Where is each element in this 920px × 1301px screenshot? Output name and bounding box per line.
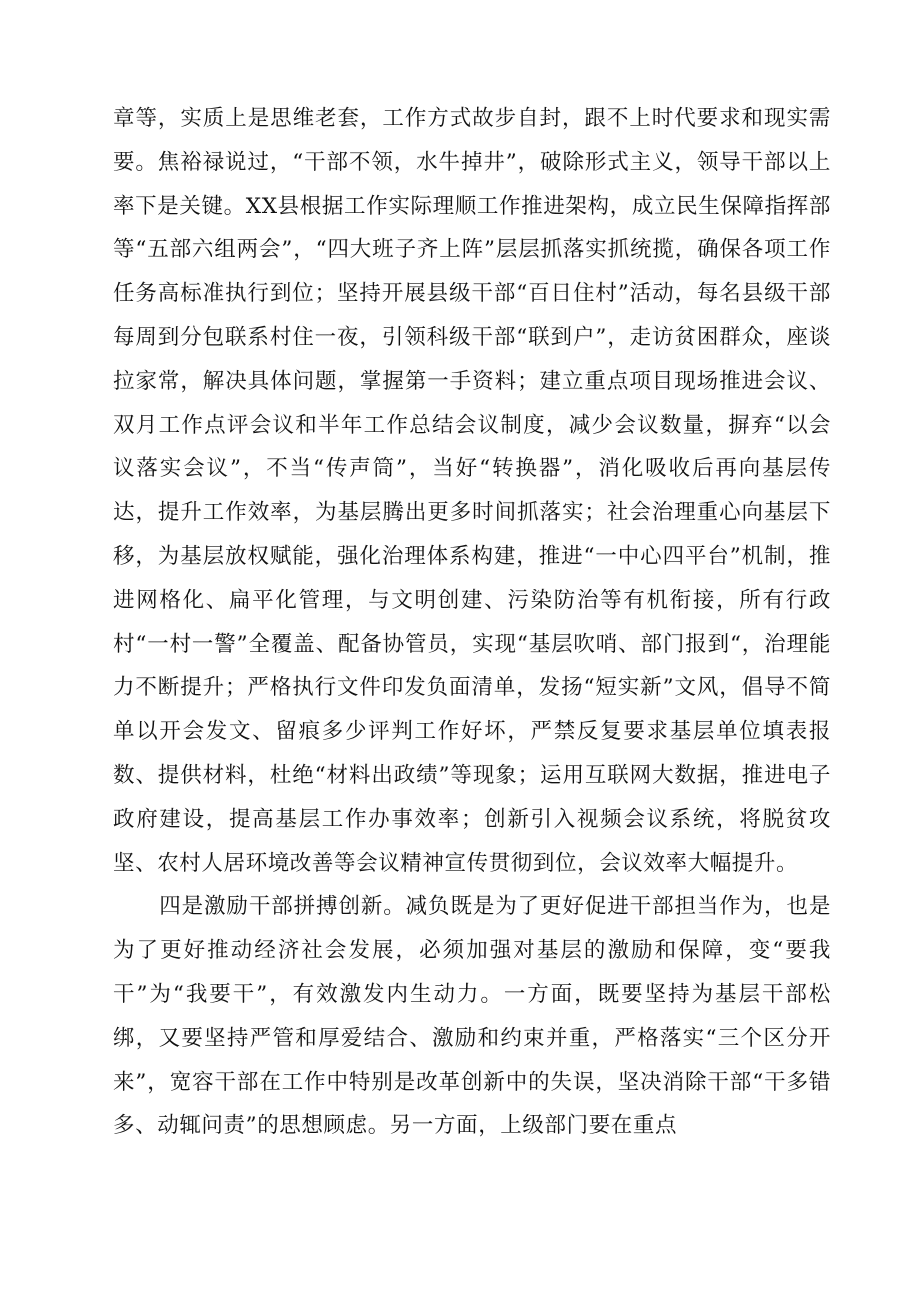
paragraph-section-four: 四是激励干部拼搏创新。减负既是为了更好促进干部担当作为，也是为了更好推动经济社会发展，必须加强对基层的激励和保障，变“要我干”为“我要干”，有效激发内生动力。一方面，既要坚持为基层干部松绑，又要坚持严管和厚爱结合、激励和约束并重，严格落实“三个区分开来”，宽容干部在工作中特别是改革创新中的失误，坚决消除干部“干多错多、动辄问责”的思想顾虑。另一方面，上级部门要在重点 [113,894,831,1139]
document-body [113,97,831,1148]
paragraph-continuation: 章等，实质上是思维老套，工作方式故步自封，跟不上时代要求和现实需要。焦裕禄说过，“干部不领，水牛掉井”，破除形式主义，领导干部以上率下是关键。XX县根据工作实际理顺工作推进架构，成立民生保障指挥部等“五部六组两会”，“四大班子齐上阵”层层抓落实抓统揽，确保各项工作任务高标准执行到位；坚持开展县级干部“百日住村”活动，每名县级干部每周到分包联系村住一夜，引领科级干部“联到户”，走访贫困群众，座谈拉家常，解决具体问题，掌握第一手资料；建立重点项目现场推进会议、双月工作点评会议和半年工作总结会议制度，减少会议数量，摒弃“以会议落实会议”，不当“传声筒”，当好“转换器”，消化吸收后再向基层传达，提升工作效率，为基层腾出更多时间抓落实；社会治理重心向基层下移，为基层放权赋能，强化治理体系构建，推进“一中心四平台”机制，推进网格化、扁平化管理，与文明创建、污染防治等有机衔接，所有行政村“一村一警”全覆盖、配备协管员，实现“基层吹哨、部门报到“，治理能力不断提升；严格执行文件印发负面清单，发扬“短实新”文风，倡导不简单以开会发文、留痕多少评判工作好坏，严禁反复要求基层单位填表报数、提供材料，杜绝“材料出政绩”等现象；运用互联网大数据，推进电子政府建设，提高基层工作办事效率；创新引入视频会议系统，将脱贫攻坚、农村人居环境改善等会议精神宣传贯彻到位，会议效率大幅提升。 [113,106,831,876]
